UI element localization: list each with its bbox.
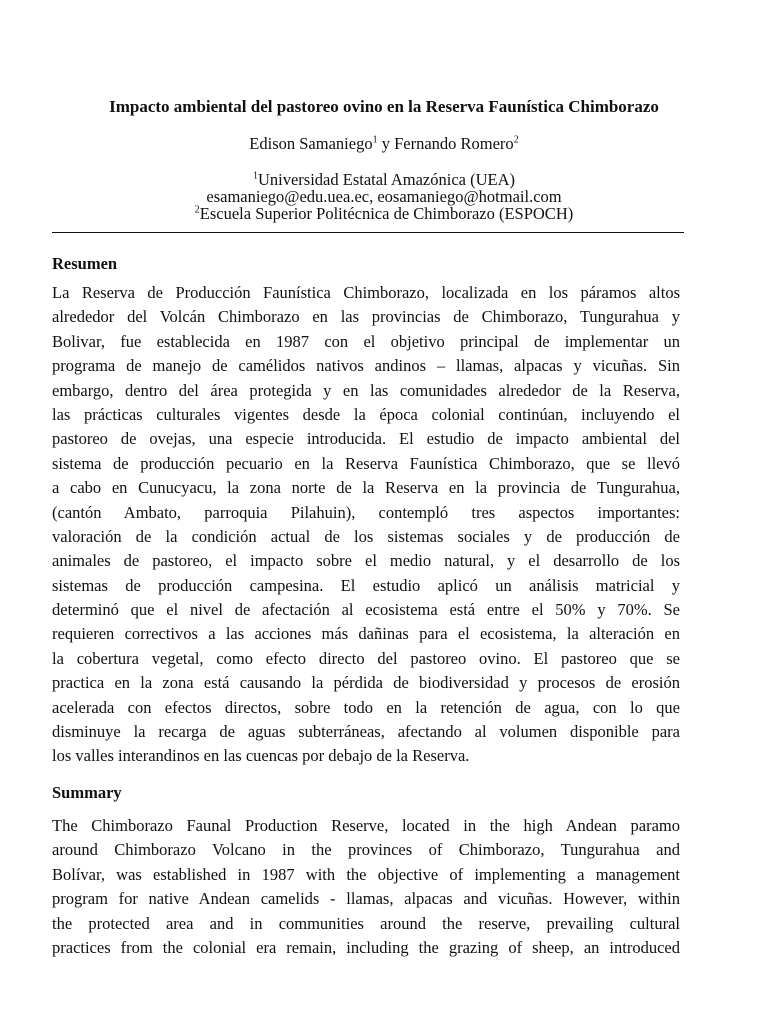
summary-heading: Summary (52, 783, 122, 802)
resumen-line: (cantón Ambato, parroquia Pilahuin), contempló tres aspectos importantes: (52, 502, 680, 522)
resumen-line: los valles interandinos en las cuencas por debajo de la Reserva. (52, 746, 470, 766)
summary-line: The Chimborazo Faunal Production Reserve, located in the high Andean paramo (52, 816, 680, 835)
resumen-line: alrededor del Volcán Chimborazo en las provincias de Chimborazo, Tungurahua y (52, 307, 680, 327)
resumen-line: las prácticas culturales vigentes desde la época colonial continúan, incluyendo el (52, 404, 680, 424)
summary-line: around Chimborazo Volcano in the provinces of Chimborazo, Tungurahua and (52, 840, 680, 860)
summary-line: practices from the colonial era remain, including the grazing of sheep, an introduced (52, 937, 680, 957)
summary-line: Bolívar, was established in 1987 with the objective of implementing a management (52, 864, 680, 884)
resumen-line: acelerada con efectos directos, sobre todo en la retención de agua, con lo que (52, 697, 680, 717)
affiliation-1-text: Universidad Estatal Amazónica (UEA) (257, 170, 516, 189)
resumen-line: determinó que el nivel de afectación al ecosistema está entre el 50% y 70%. Se (52, 600, 680, 620)
summary-paragraph (52, 814, 680, 960)
author-line (0, 134, 768, 154)
resumen-line: la cobertura vegetal, como efecto directo del pastoreo ovino. El pastoreo que se (52, 648, 680, 668)
header-divider (52, 232, 684, 233)
affiliation-1 (0, 171, 768, 188)
paper-title: Impacto ambiental del pastoreo ovino en la Reserva Faunística Chimborazo (109, 97, 659, 116)
affiliation-2-text: Escuela Superior Politécnica de Chimborazo (ESPOCH) (199, 204, 574, 223)
author-name-1: Edison Samaniego (249, 134, 373, 153)
resumen-line: programa de manejo de camélidos nativos andinos – llamas, alpacas y vicuñas. Sin (52, 356, 680, 376)
resumen-line: sistemas de producción campesina. El estudio aplicó un análisis matricial y (52, 575, 680, 595)
resumen-heading: Resumen (52, 254, 118, 273)
resumen-line: valoración de la condición actual de los sistemas sociales y de producción de (52, 526, 680, 546)
resumen-line: pastoreo de ovejas, una especie introducida. El estudio de impacto ambiental del (52, 429, 680, 449)
resumen-line: embargo, dentro del área protegida y en las comunidades alrededor de la Reserva, (52, 380, 680, 400)
resumen-line: animales de pastoreo, el impacto sobre el medio natural, y el desarrollo de los (52, 551, 680, 571)
resumen-line: sistema de producción pecuario en la Reserva Faunística Chimborazo, que se llevó (52, 453, 680, 473)
affiliation-2 (0, 205, 768, 222)
summary-line: the protected area and in communities around the reserve, prevailing cultural (52, 913, 680, 933)
resumen-line: La Reserva de Producción Faunística Chimborazo, localizada en los páramos altos (52, 283, 680, 302)
resumen-line: Bolivar, fue establecida en 1987 con el objetivo principal de implementar un (52, 331, 680, 351)
resumen-paragraph (52, 281, 680, 769)
author-name-2: y Fernando Romero (377, 134, 514, 153)
resumen-line: requieren correctivos a las acciones más dañinas para el ecosistema, la alteración en (52, 624, 680, 644)
resumen-line: practica en la zona está causando la pérdida de biodiversidad y procesos de erosión (52, 673, 680, 693)
author-1-superscript: 1 (372, 134, 378, 146)
author-2-superscript: 2 (513, 134, 519, 146)
affiliation-2-superscript: 2 (194, 204, 200, 216)
affiliation-1-superscript: 1 (252, 170, 258, 182)
resumen-line: disminuye la recarga de aguas subterráneas, afectando al volumen disponible para (52, 722, 680, 742)
affiliations (0, 171, 768, 222)
author-emails: esamaniego@edu.uea.ec, eosamaniego@hotmail.com (206, 187, 562, 206)
summary-line: program for native Andean camelids - llamas, alpacas and vicuñas. However, within (52, 889, 680, 909)
resumen-line: a cabo en Cunucyacu, la zona norte de la Reserva en la provincia de Tungurahua, (52, 478, 680, 498)
